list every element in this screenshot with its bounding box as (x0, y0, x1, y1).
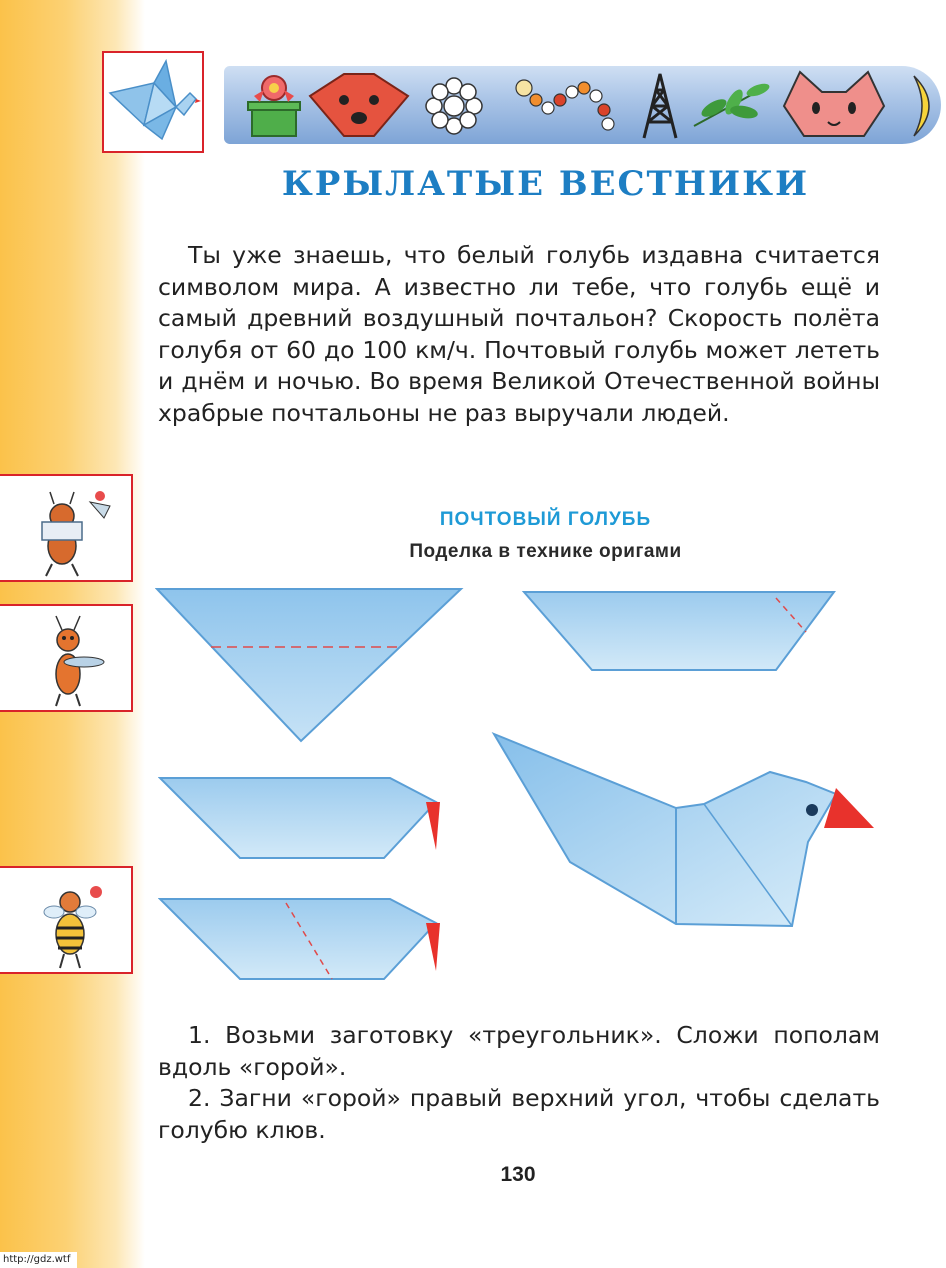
bee-with-flower-icon (0, 868, 131, 972)
instructions (158, 1020, 880, 1146)
page-number: 130 (500, 1163, 536, 1186)
origami-step-folded-strip (520, 588, 838, 674)
sun-flower-icon (426, 78, 482, 134)
dove-thumbnail-frame (102, 51, 204, 153)
flower-pot-icon (248, 76, 300, 136)
ant-with-tray-icon (0, 606, 131, 710)
character-box-3 (0, 866, 133, 974)
craft-title: ПОЧТОВЫЙ ГОЛУБЬ (439, 509, 652, 530)
origami-step-triangle (155, 585, 465, 745)
intro-paragraph: Ты уже знаешь, что белый голубь издавна считается символом мира. А известно ли тебе, что голубь ещё и самый древний воздушный почтальон? Скорость полёта голубя от 60 до 100 км/ч. Почтовый голубь может лететь и днём и ночью. Во время Великой Отечественной войны храбрые почтальоны не раз выручали людей. (158, 241, 880, 427)
character-box-2 (0, 604, 133, 712)
tower-icon (644, 74, 676, 138)
page-title: КРЫЛАТЫЕ ВЕСТНИКИ (281, 164, 810, 204)
step-1: 1. Возьми заготовку «треугольник». Сложи пополам вдоль «горой». (158, 1021, 880, 1081)
character-box-1 (0, 474, 133, 582)
watermark: http://gdz.wtf (0, 1252, 77, 1268)
paper-dove-icon (104, 53, 202, 151)
origami-step-beak (158, 774, 448, 864)
caterpillar-icon (516, 80, 614, 130)
dog-face-icon (310, 74, 408, 136)
ant-mail-carrier-icon (0, 476, 131, 580)
leaf-branch-icon (694, 81, 771, 126)
origami-dove-final (490, 730, 882, 946)
step-2: 2. Загни «горой» правый верхний угол, чтобы сделать голубю клюв. (158, 1084, 880, 1144)
craft-subtitle: Поделка в технике оригами (409, 541, 682, 562)
cat-face-icon (784, 72, 884, 136)
origami-banner (224, 66, 941, 144)
moon-icon (914, 76, 929, 136)
origami-step-fold-line (158, 895, 448, 985)
